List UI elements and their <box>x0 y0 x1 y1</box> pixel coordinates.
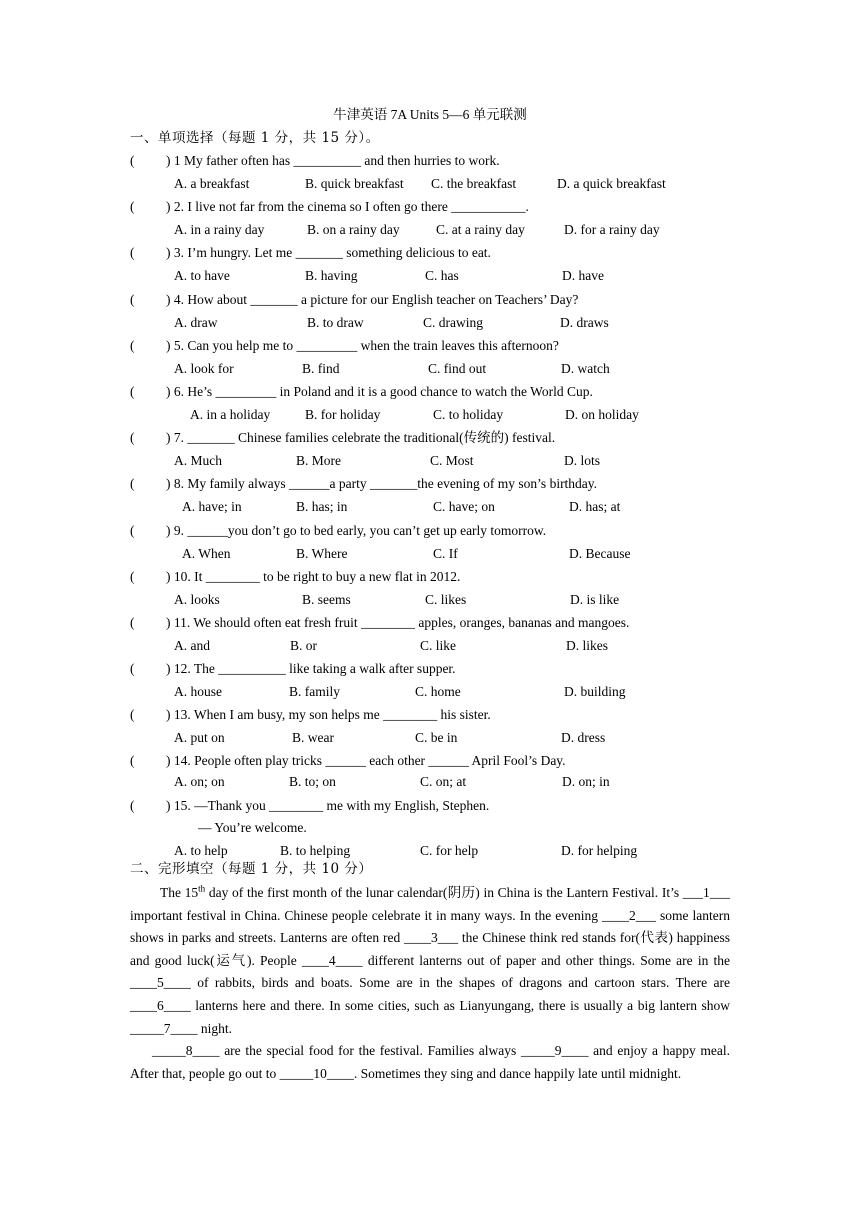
answer-paren: ( <box>130 707 135 723</box>
option-row <box>174 729 734 747</box>
option-a: A. on; on <box>174 774 225 790</box>
cloze-text: The 15 <box>160 885 199 900</box>
section-heading-cloze: 二、完形填空（每题 1 分，共 10 分） <box>130 861 373 877</box>
option-a: A. When <box>182 545 231 561</box>
option-d: D. watch <box>561 360 610 376</box>
cloze-passage <box>130 882 730 1085</box>
option-a: A. to have <box>174 268 230 284</box>
option-row <box>174 683 734 701</box>
option-d: D. a quick breakfast <box>557 176 666 191</box>
option-row <box>174 452 734 470</box>
question-stem: ) 6. He’s _________ in Poland and it is a good chance to watch the World Cup. <box>166 383 593 399</box>
option-a: A. house <box>174 684 222 700</box>
option-b: B. has; in <box>296 499 348 515</box>
question-item <box>130 706 730 752</box>
option-d: D. draws <box>560 314 609 330</box>
option-row <box>174 773 734 791</box>
question-item <box>130 614 730 660</box>
answer-paren: ( <box>130 199 135 215</box>
option-b: B. Where <box>296 545 348 561</box>
option-row <box>174 314 734 332</box>
question-list <box>130 152 730 867</box>
superscript: th <box>198 883 206 894</box>
question-stem-line <box>130 614 629 632</box>
question-stem-line <box>130 475 597 493</box>
answer-paren: ( <box>130 614 135 630</box>
option-a: A. have; in <box>182 499 242 515</box>
answer-paren: ( <box>130 522 135 538</box>
option-d: D. on; in <box>562 774 610 790</box>
question-item <box>130 568 730 614</box>
question-item <box>130 337 730 383</box>
reply-line: — You’re welcome. <box>198 819 307 835</box>
answer-paren: ( <box>130 797 135 813</box>
option-a: A. a breakfast <box>174 176 250 191</box>
option-d: D. is like <box>570 591 620 607</box>
option-c: C. for help <box>420 842 479 858</box>
option-c: C. has <box>425 268 459 284</box>
question-item <box>130 660 730 706</box>
question-stem: ) 13. When I am busy, my son helps me ________ his sister. <box>166 707 491 723</box>
question-stem-line <box>130 244 491 262</box>
option-a: A. look for <box>174 360 234 376</box>
answer-paren: ( <box>130 337 135 353</box>
question-item <box>130 799 730 868</box>
question-stem: ) 14. People often play tricks ______ each other ______ April Fool’s Day. <box>166 753 566 769</box>
question-stem-line <box>130 752 566 770</box>
option-d: D. lots <box>564 453 601 469</box>
option-c: C. be in <box>415 730 458 746</box>
question-stem-line <box>130 383 593 401</box>
option-b: B. to draw <box>307 314 364 330</box>
option-c: C. have; on <box>433 499 495 515</box>
question-stem: ) 11. We should often eat fresh fruit ________ apples, oranges, bananas and mangoes. <box>166 614 630 630</box>
question-stem: ) 7. _______ Chinese families celebrate the traditional(传统的) festival. <box>166 430 556 446</box>
question-item <box>130 429 730 475</box>
option-row <box>174 175 734 193</box>
answer-paren: ( <box>130 476 135 492</box>
option-row <box>174 360 734 378</box>
option-b: B. having <box>305 268 358 284</box>
option-a: A. draw <box>174 314 218 330</box>
answer-paren: ( <box>130 245 135 261</box>
option-d: D. building <box>564 684 626 700</box>
question-item <box>130 752 730 798</box>
answer-paren: ( <box>130 753 135 769</box>
option-row <box>174 842 734 860</box>
question-stem: ) 4. How about _______ a picture for our English teacher on Teachers’ Day? <box>166 291 579 307</box>
option-a: A. and <box>174 637 210 653</box>
answer-paren: ( <box>130 383 135 399</box>
option-d: D. for helping <box>561 842 638 858</box>
question-item <box>130 152 730 198</box>
option-b: B. on a rainy day <box>307 222 400 238</box>
question-stem-line <box>130 337 559 355</box>
option-a: A. Much <box>174 453 222 469</box>
cloze-text: day of the first month of the lunar calendar(阴历) in China is the Lantern Festival. It’s ___1___ important festival in China. Chinese people celebrate it in many ways. In the evening ____2___ some lantern shows in parks and streets. Lanterns are often red ____3___ the Chinese think red stands for(代表) happiness and good luck(运气). People ____4____ different lanterns out of paper and other things. Some are in the ____5____ of rabbits, birds and boats. Some are in the shapes of dragons and cartoon stars. There are ____6____ lanterns here and there. In some cities, such as Lianyungang, there is usually a big lantern show _____7____ night. <box>130 885 730 1036</box>
option-b: B. More <box>296 453 341 469</box>
option-row <box>182 545 742 563</box>
option-d: D. for a rainy day <box>564 222 660 238</box>
question-stem: ) 15. —Thank you ________ me with my English, Stephen. <box>166 797 490 813</box>
option-row <box>190 406 750 424</box>
option-b: B. seems <box>302 591 351 607</box>
option-row <box>182 498 742 516</box>
page-title: 牛津英语 7A Units 5—6 单元联测 <box>333 107 527 122</box>
option-a: A. in a holiday <box>190 406 271 422</box>
question-stem-line <box>130 198 529 216</box>
option-c: C. at a rainy day <box>436 222 525 238</box>
question-stem: ) 12. The __________ like taking a walk after supper. <box>166 661 456 677</box>
option-row <box>174 637 734 655</box>
question-stem: ) 5. Can you help me to _________ when the train leaves this afternoon? <box>166 337 559 353</box>
question-stem-line <box>130 429 555 447</box>
option-c: C. home <box>415 684 461 700</box>
answer-paren: ( <box>130 568 135 584</box>
option-a: A. in a rainy day <box>174 222 265 238</box>
question-item <box>130 522 730 568</box>
question-item <box>130 198 730 244</box>
section-heading-multiple-choice: 一、单项选择（每题 1 分，共 15 分）。 <box>130 130 380 146</box>
option-a: A. looks <box>174 591 220 607</box>
question-item <box>130 291 730 337</box>
question-stem-line <box>130 152 500 170</box>
option-b: B. for holiday <box>305 406 381 422</box>
option-c: C. to holiday <box>433 406 504 422</box>
question-stem-line <box>130 797 489 815</box>
option-c: C. likes <box>425 591 467 607</box>
answer-paren: ( <box>130 153 135 168</box>
question-stem: ) 1 My father often has __________ and then hurries to work. <box>166 153 500 168</box>
option-b: B. find <box>302 360 340 376</box>
answer-paren: ( <box>130 661 135 677</box>
option-d: D. Because <box>569 545 631 561</box>
option-b: B. or <box>290 637 317 653</box>
option-d: D. on holiday <box>565 406 639 422</box>
option-c: C. the breakfast <box>431 176 517 191</box>
question-stem: ) 9. ______you don’t go to bed early, you can’t get up early tomorrow. <box>166 522 547 538</box>
option-row <box>174 221 734 239</box>
option-b: B. to helping <box>280 842 351 858</box>
question-stem-line <box>130 706 491 724</box>
option-d: D. dress <box>561 730 606 746</box>
cloze-paragraph <box>130 882 730 1040</box>
question-stem-line <box>130 291 578 309</box>
answer-paren: ( <box>130 291 135 307</box>
cloze-paragraph: _____8____ are the special food for the festival. Families always _____9____ and enjoy a happy meal. After that, people go out to _____10____. Sometimes they sing and dance happily late until midnight. <box>130 1043 730 1081</box>
option-d: D. have <box>562 268 604 284</box>
answer-paren: ( <box>130 430 135 446</box>
option-c: C. Most <box>430 453 474 469</box>
option-row <box>174 267 734 285</box>
question-stem: ) 10. It ________ to be right to buy a new flat in 2012. <box>166 568 461 584</box>
option-c: C. If <box>433 545 458 561</box>
question-stem: ) 3. I’m hungry. Let me _______ something delicious to eat. <box>166 245 491 261</box>
question-item <box>130 244 730 290</box>
option-b: B. family <box>289 684 340 700</box>
option-c: C. on; at <box>420 774 467 790</box>
option-a: A. to help <box>174 842 228 858</box>
question-stem: ) 8. My family always ______a party _______the evening of my son’s birthday. <box>166 476 598 492</box>
option-c: C. like <box>420 637 456 653</box>
option-d: D. has; at <box>569 499 621 515</box>
option-b: B. wear <box>292 730 334 746</box>
question-item <box>130 475 730 521</box>
question-stem-line <box>130 522 546 540</box>
option-b: B. quick breakfast <box>305 176 404 191</box>
option-c: C. drawing <box>423 314 483 330</box>
option-b: B. to; on <box>289 774 336 790</box>
question-stem-line <box>130 568 460 586</box>
question-stem-line <box>130 660 456 678</box>
option-row <box>174 591 734 609</box>
option-a: A. put on <box>174 730 225 746</box>
option-d: D. likes <box>566 637 608 653</box>
question-stem: ) 2. I live not far from the cinema so I often go there ___________. <box>166 199 529 215</box>
question-item <box>130 383 730 429</box>
option-c: C. find out <box>428 360 487 376</box>
